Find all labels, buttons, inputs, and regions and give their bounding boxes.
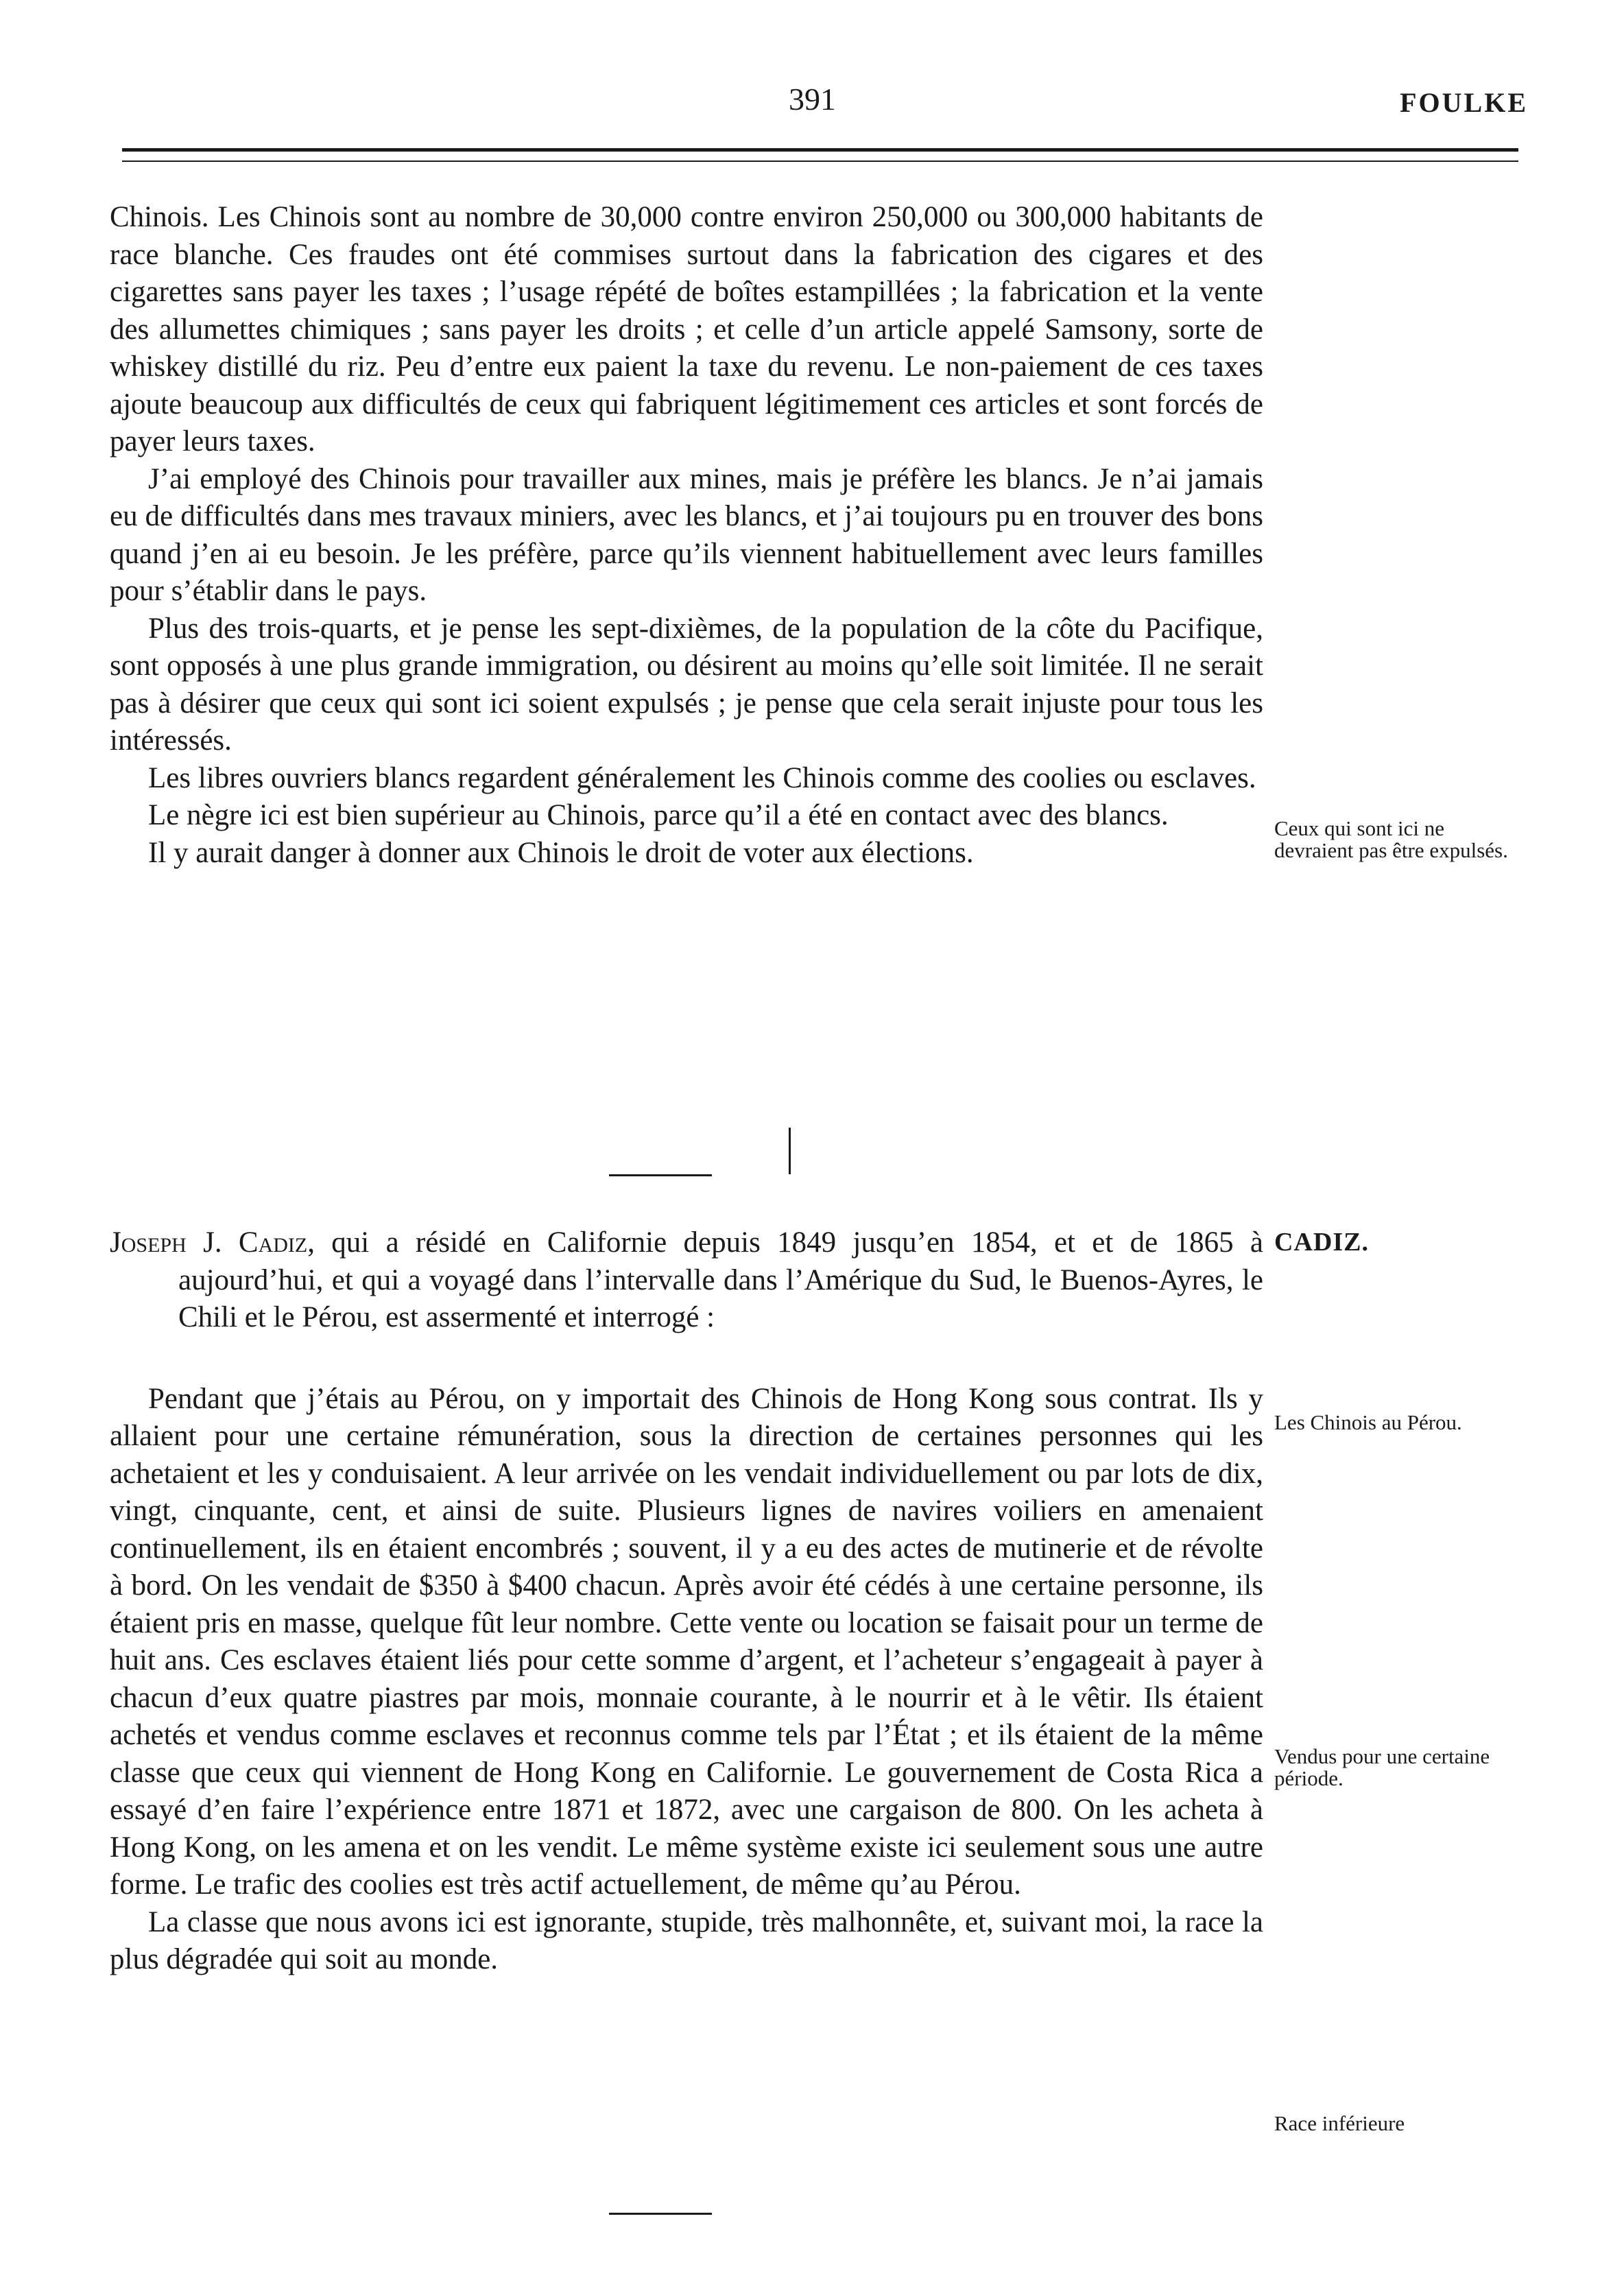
margin-note-peru: Les Chinois au Pérou. xyxy=(1274,1410,1462,1434)
margin-note-expulsion: Ceux qui sont ici ne devraient pas être expulsés. xyxy=(1274,816,1508,862)
section-divider-tick xyxy=(789,1128,791,1174)
header-rule-thin xyxy=(122,161,1518,162)
section-1-body xyxy=(110,199,1263,872)
paragraph: Le nègre ici est bien supérieur au Chinois, parce qu’il a été en contact avec des blancs. xyxy=(148,799,1169,831)
margin-note-cadiz: CADIZ. xyxy=(1274,1228,1369,1257)
paragraph: Pendant que j’étais au Pérou, on y importait des Chinois de Hong Kong sous contrat. Ils y allaient pour une certaine rémunération, sous la direction de certaines personnes qui les achetaient et les y conduisaient. A leur arrivée on les vendait individuellement ou par lots de dix, vingt, cinquante, cent, et ainsi de suite. Plusieurs lignes de navires voiliers en amenaient continuellement, ils en étaient encombrés ; souvent, il y a eu des actes de mutinerie et de révolte à bord. On les vendait de $350 à $400 chacun. Après avoir été cédés à une certaine personne, ils étaient pris en masse, quelque fût leur nombre. Cette vente ou location se faisait pour un terme de huit ans. Ces esclaves étaient liés pour cette somme d’argent, et l’acheteur s’engageait à payer à chacun d’eux quatre piastres par mois, monnaie courante, à le nourrir et à le vêtir. Ils étaient achetés et vendus comme esclaves et reconnus comme tels par l’État ; et ils étaient de la même classe que ceux qui viennent de Hong Kong en Californie. Le gouvernement de Costa Rica a essayé d’en faire l’expérience entre 1871 et 1872, avec une cargaison de 800. On les acheta à Hong Kong, on les amena et on les vendit. Le même système existe ici seulement sous une autre forme. Le trafic des coolies est très actif actuellement, de même qu’au Pérou. xyxy=(110,1382,1263,1901)
witness-intro-text: qui a résidé en Californie depuis 1849 jusqu’en 1854, et et de 1865 à aujourd’hui, et qui a voyagé dans l’intervalle dans l’Amérique du Sud, le Buenos-Ayres, le Chili et le Pérou, est assermenté et interrogé : xyxy=(178,1226,1263,1333)
paragraph: Il y aurait danger à donner aux Chinois le droit de voter aux élections. xyxy=(148,836,974,869)
header-rule-thick xyxy=(122,148,1518,152)
section-2-body xyxy=(110,1224,1263,1979)
witness-introduction xyxy=(110,1224,1263,1337)
margin-note-race: Race inférieure xyxy=(1274,2111,1405,2135)
bottom-divider xyxy=(609,2213,712,2215)
section-divider xyxy=(609,1174,712,1176)
paragraph: La classe que nous avons ici est ignorante, stupide, très malhonnête, et, suivant moi, la race la plus dégradée qui soit au monde. xyxy=(110,1905,1263,1975)
margin-note-sold: Vendus pour une certaine période. xyxy=(1274,1744,1490,1790)
paragraph: J’ai employé des Chinois pour travailler aux mines, mais je préfère les blancs. Je n’ai jamais eu de difficultés dans mes travaux miniers, avec les blancs, et j’ai toujours pu en trouver des bons quand j’en ai eu besoin. Je les préfère, parce qu’ils viennent habituellement avec leurs familles pour s’établir dans le pays. xyxy=(110,462,1263,607)
running-head: FOULKE xyxy=(1400,87,1528,118)
witness-name: Joseph J. Cadiz, xyxy=(110,1226,315,1259)
paragraph: Chinois. Les Chinois sont au nombre de 30,000 contre environ 250,000 ou 300,000 habitants de race blanche. Ces fraudes ont été commises surtout dans la fabrication des cigares et des cigarettes sans payer les taxes ; l’usage répété de boîtes estampillées ; la fabrication et la vente des allumettes chimiques ; sans payer les droits ; et celle d’un article appelé Samsony, sorte de whiskey distillé du riz. Peu d’entre eux paient la taxe du revenu. Le non-paiement de ces taxes ajoute beaucoup aux difficultés de ceux qui fabriquent légitimement ces articles et sont forcés de payer leurs taxes. xyxy=(110,201,1263,457)
page-number: 391 xyxy=(789,82,836,117)
paragraph: Plus des trois-quarts, et je pense les sept-dixièmes, de la population de la côte du Pacifique, sont opposés à une plus grande immigration, ou désirent au moins qu’elle soit limitée. Il ne serait pas à désirer que ceux qui sont ici soient expulsés ; je pense que cela serait injuste pour tous les intéressés. xyxy=(110,612,1263,757)
paragraph: Les libres ouvriers blancs regardent généralement les Chinois comme des coolies ou esclaves. xyxy=(148,761,1256,794)
